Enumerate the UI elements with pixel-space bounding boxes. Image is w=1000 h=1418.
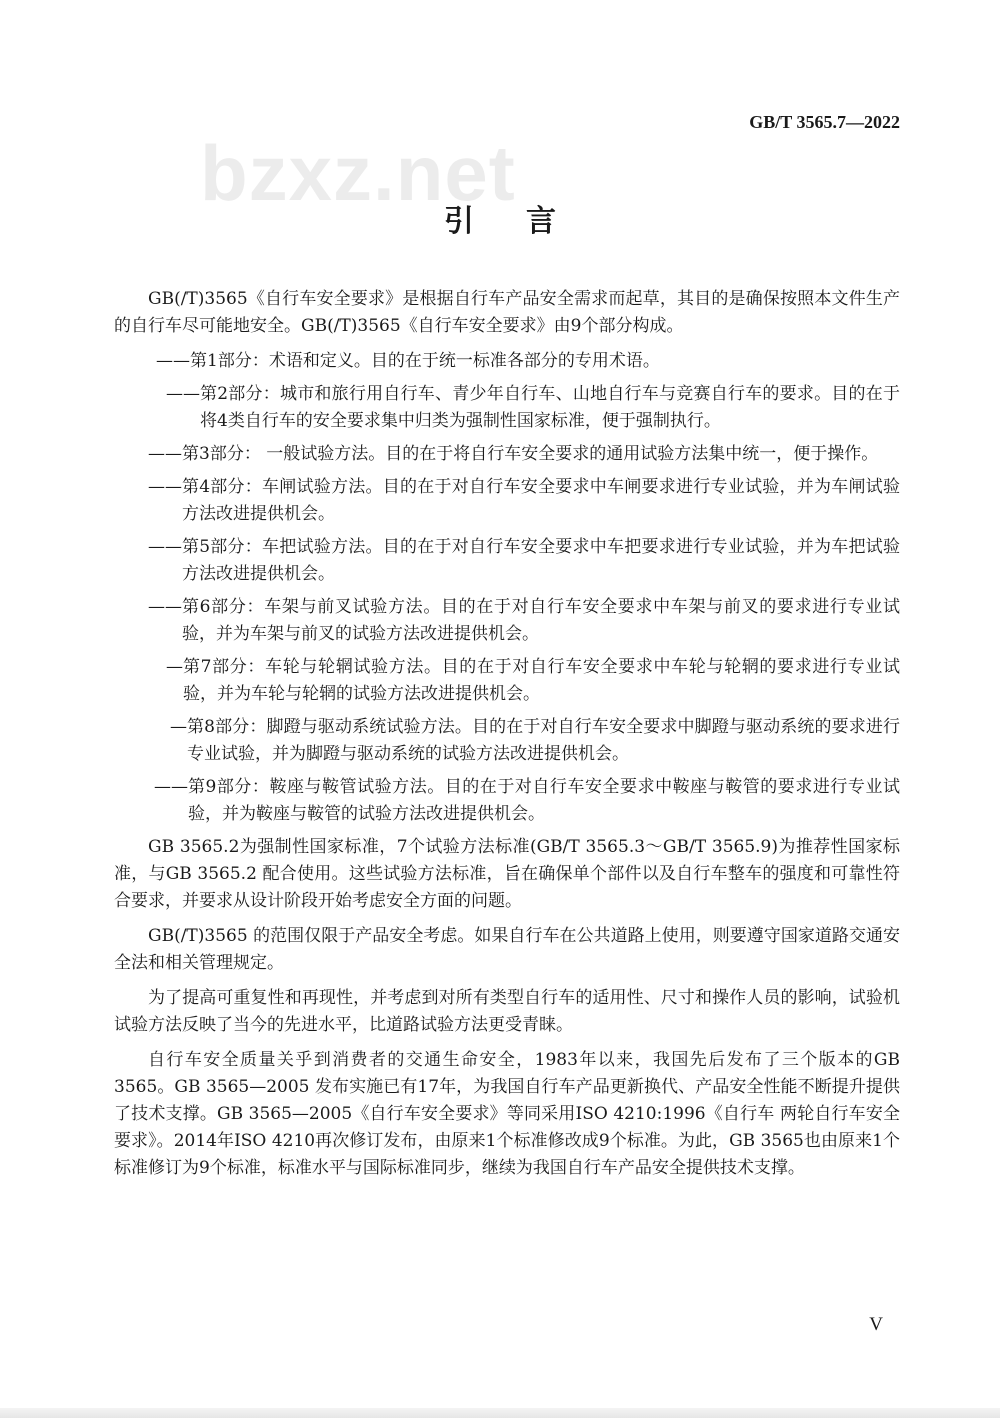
dash: ——	[148, 444, 182, 464]
dash: —	[170, 717, 187, 737]
body-paragraph: 自行车安全质量关乎到消费者的交通生命安全，1983年以来，我国先后发布了三个版本的GB 3565。GB 3565—2005 发布实施已有17年，为我国自行车产品更新换代、产品安全性能不断提升提供了技术支撑。GB 3565—2005《自行车安全要求》等同采用ISO 4210:1996《自行车 两轮自行车安全要求》。2014年ISO 4210再次修订发布，由原来1个标准修改成9个标准。为此，GB 3565也由原来1个标准修订为9个标准，标准水平与国际标准同步，继续为我国自行车产品安全提供技术支撑。	[114, 1050, 900, 1178]
part-item-1	[114, 348, 900, 375]
part-text: 第2部分：城市和旅行用自行车、青少年自行车、山地自行车与竞赛自行车的要求。目的在于将4类自行车的安全要求集中归类为强制性国家标准，便于强制执行。	[200, 384, 900, 431]
part-text: 第6部分：车架与前叉试验方法。目的在于对自行车安全要求中车架与前叉的要求进行专业试验，并为车架与前叉的试验方法改进提供机会。	[182, 597, 900, 644]
dash: ——	[154, 777, 188, 797]
dash: ——	[166, 384, 200, 404]
dash: ——	[148, 537, 182, 557]
part-text: 第5部分：车把试验方法。目的在于对自行车安全要求中车把要求进行专业试验，并为车把试验方法改进提供机会。	[182, 537, 900, 584]
dash: ——	[148, 597, 182, 617]
dash: —	[166, 657, 183, 677]
part-item-9	[114, 774, 900, 828]
part-item-5	[114, 534, 900, 588]
part-item-7	[114, 654, 900, 708]
part-item-2	[114, 381, 900, 435]
page-edge	[0, 1408, 1000, 1418]
part-text: 第9部分：鞍座与鞍管试验方法。目的在于对自行车安全要求中鞍座与鞍管的要求进行专业试验，并为鞍座与鞍管的试验方法改进提供机会。	[188, 777, 900, 824]
watermark: bzxz.net	[200, 129, 516, 217]
part-item-3	[114, 441, 900, 468]
part-item-8	[114, 714, 900, 768]
part-item-6	[114, 594, 900, 648]
part-text: 第8部分：脚蹬与驱动系统试验方法。目的在于对自行车安全要求中脚蹬与驱动系统的要求进行专业试验，并为脚蹬与驱动系统的试验方法改进提供机会。	[187, 717, 900, 764]
part-text: 第7部分：车轮与轮辋试验方法。目的在于对自行车安全要求中车轮与轮辋的要求进行专业试验，并为车轮与轮辋的试验方法改进提供机会。	[183, 657, 900, 704]
page-title: 引言	[444, 204, 608, 239]
part-text: 第1部分：术语和定义。目的在于统一标准各部分的专用术语。	[190, 351, 660, 371]
dash: ——	[156, 351, 190, 371]
part-item-4	[114, 474, 900, 528]
body-paragraph: GB 3565.2为强制性国家标准，7个试验方法标准(GB/T 3565.3～GB/T 3565.9)为推荐性国家标准，与GB 3565.2 配合使用。这些试验方法标准，旨在确保单个部件以及自行车整车的强度和可靠性符合要求，并要求从设计阶段开始考虑安全方面的问题。	[114, 837, 900, 911]
part-text: 第4部分：车闸试验方法。目的在于对自行车安全要求中车闸要求进行专业试验，并为车闸试验方法改进提供机会。	[182, 477, 900, 524]
body-paragraph: GB(/T)3565 的范围仅限于产品安全考虑。如果自行车在公共道路上使用，则要遵守国家道路交通安全法和相关管理规定。	[114, 926, 900, 973]
document-body	[114, 286, 900, 1190]
part-text: 第3部分： 一般试验方法。目的在于将自行车安全要求的通用试验方法集中统一，便于操作。	[182, 444, 879, 464]
page-number: V	[869, 1314, 883, 1335]
document-id: GB/T 3565.7—2022	[749, 112, 900, 132]
body-paragraph: 为了提高可重复性和再现性，并考虑到对所有类型自行车的适用性、尺寸和操作人员的影响，试验机试验方法反映了当今的先进水平，比道路试验方法更受青睐。	[114, 988, 900, 1035]
dash: ——	[148, 477, 182, 497]
intro-paragraph: GB(/T)3565《自行车安全要求》是根据自行车产品安全需求而起草，其目的是确保按照本文件生产的自行车尽可能地安全。GB(/T)3565《自行车安全要求》由9个部分构成。	[114, 289, 900, 336]
